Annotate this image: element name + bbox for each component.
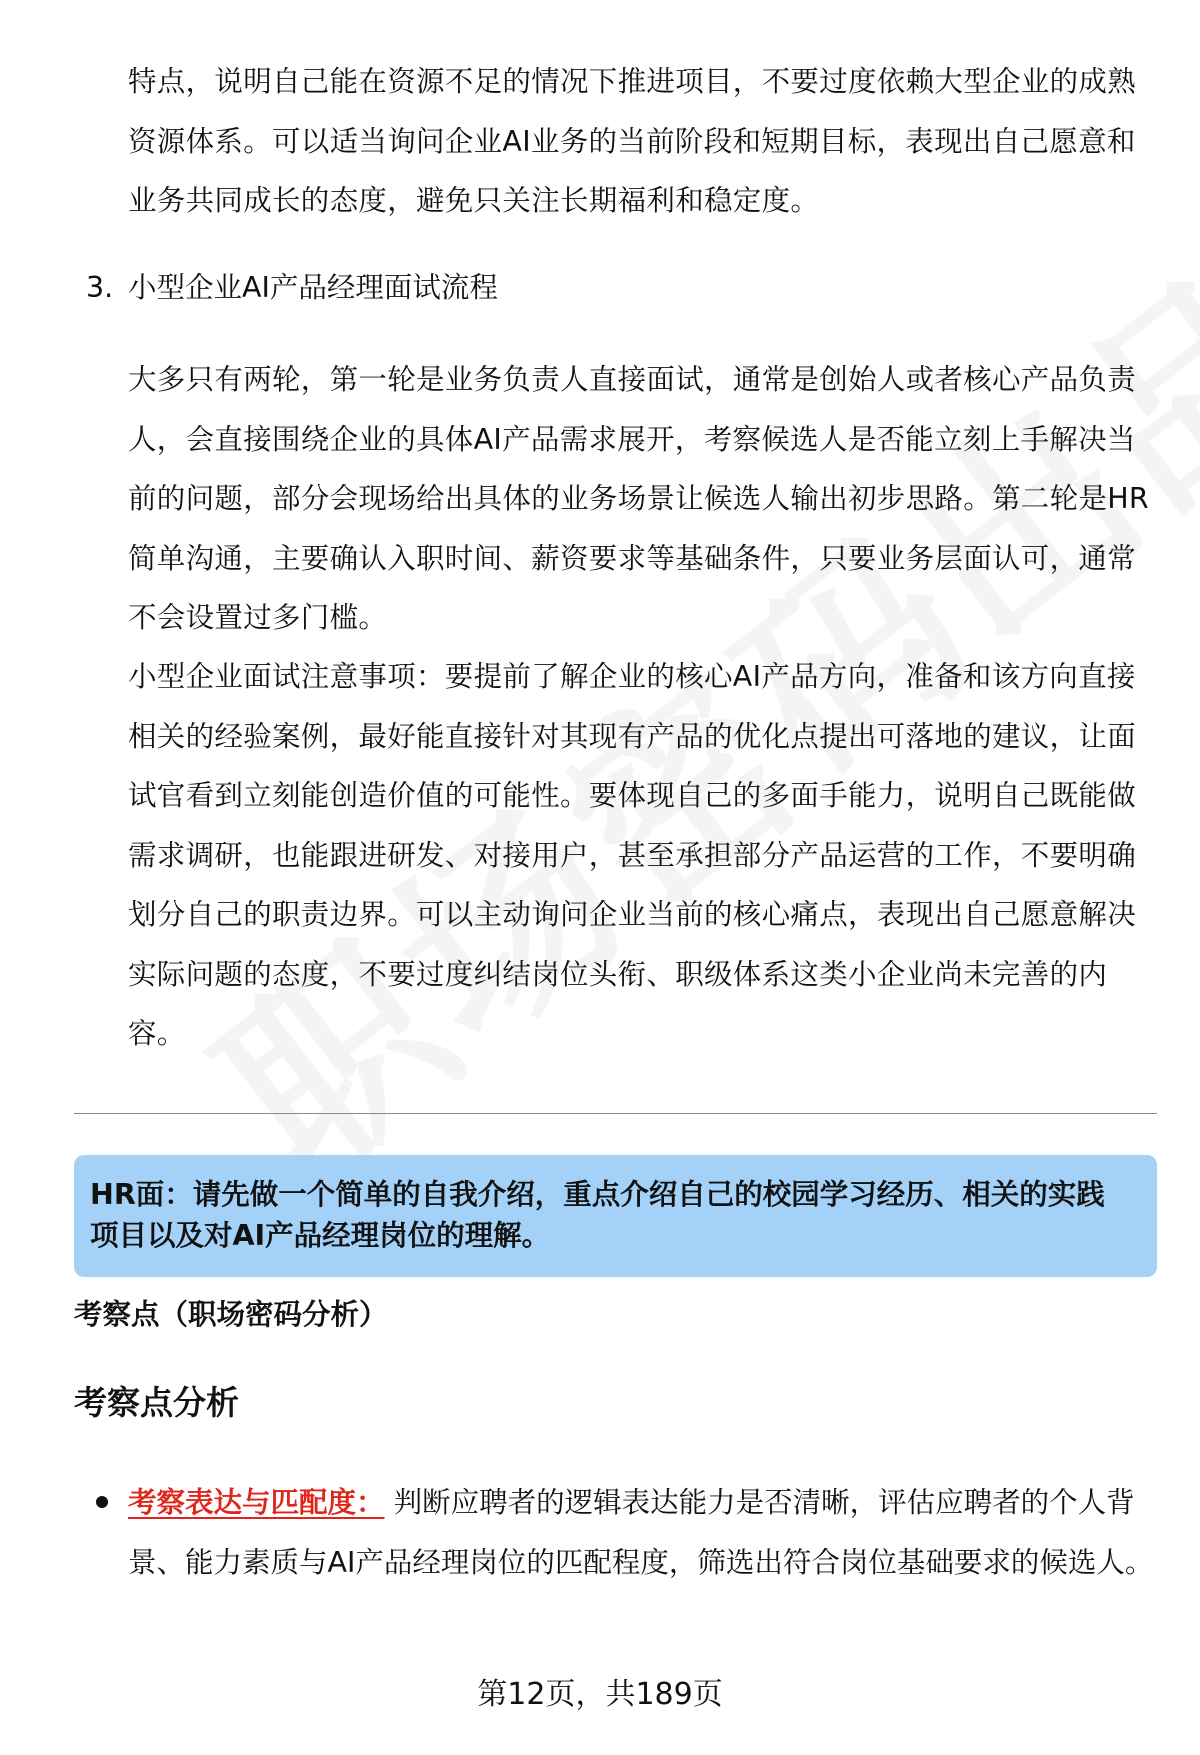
interview-process-paragraph: 大多只有两轮，第一轮是业务负责人直接面试，通常是创始人或者核心产品负责人，会直接围绕企业的具体AI产品需求展开，考察候选人是否能立刻上手解决当前的问题，部分会现场给出具体的业务场景让候选人输出初步思路。第二轮是HR简单沟通，主要确认入职时间、薪资要求等基础条件，只要业务层面认可，通常不会设置过多门槛。 <box>128 363 1150 634</box>
interview-notes-paragraph: 小型企业面试注意事项：要提前了解企业的核心AI产品方向，准备和该方向直接相关的经验案例，最好能直接针对其现有产品的优化点提出可落地的建议，让面试官看到立刻能创造价值的可能性。要体现自己的多面手能力，说明自己既能做需求调研，也能跟进研发、对接用户，甚至承担部分产品运营的工作，不要明确划分自己的职责边界。可以主动询问企业当前的核心痛点，表现出自己愿意解决实际问题的态度，不要过度纠结岗位头衔、职级体系这类小企业尚未完善的内容。 <box>128 660 1137 1050</box>
numbered-item-heading <box>86 258 498 318</box>
item-title: 小型企业AI产品经理面试流程 <box>128 271 498 304</box>
analysis-heading: 考察点分析 <box>74 1383 239 1422</box>
paragraph-continuation: 特点，说明自己能在资源不足的情况下推进项目，不要过度依赖大型企业的成熟资源体系。可以适当询问企业AI业务的当前阶段和短期目标，表现出自己愿意和业务共同成长的态度，避免只关注长期福利和稳定度。 <box>128 65 1137 217</box>
question-box <box>74 1155 1157 1277</box>
bullet-icon <box>96 1496 108 1508</box>
item-number: 3. <box>86 271 114 304</box>
question-text: HR面：请先做一个简单的自我介绍，重点介绍自己的校园学习经历、相关的实践项目以及对AI产品经理岗位的理解。 <box>90 1178 1105 1252</box>
bullet-text: 判断应聘者的逻辑表达能力是否清晰，评估应聘者的个人背景、能力素质与AI产品经理岗位的匹配程度，筛选出符合岗位基础要求的候选人。 <box>128 1486 1154 1579</box>
subheading: 考察点（职场密码分析） <box>74 1298 388 1331</box>
bullet-key-label: 考察表达与匹配度： <box>128 1486 385 1519</box>
page-footer: 第12页，共189页 <box>477 1677 723 1712</box>
bullet-list-item <box>128 1473 1158 1592</box>
section-divider <box>74 1113 1157 1114</box>
